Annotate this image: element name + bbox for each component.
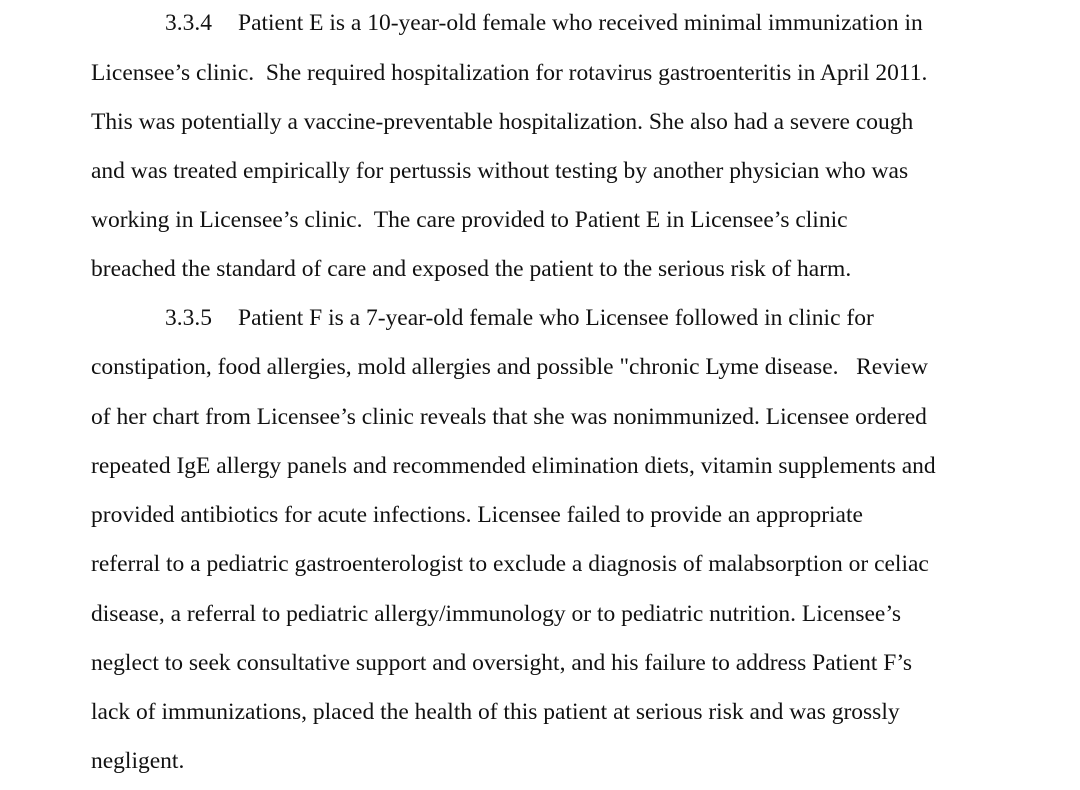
paragraph-3-3-4-line-6: breached the standard of care and exposed the patient to the serious risk of harm.	[91, 256, 852, 282]
paragraph-3-3-4-line-5: working in Licensee’s clinic. The care provided to Patient E in Licensee’s clinic	[91, 207, 848, 233]
paragraph-number-3-3-4: 3.3.4	[165, 10, 212, 36]
paragraph-3-3-4-line-2: Licensee’s clinic. She required hospitalization for rotavirus gastroenteritis in April 2011.	[91, 60, 928, 86]
paragraph-3-3-5-line-10: negligent.	[91, 748, 185, 774]
paragraph-3-3-5-line-9: lack of immunizations, placed the health of this patient at serious risk and was grossly	[91, 699, 900, 725]
paragraph-number-3-3-5: 3.3.5	[165, 305, 212, 331]
paragraph-3-3-5-line-1: Patient F is a 7-year-old female who Licensee followed in clinic for	[238, 305, 874, 331]
paragraph-3-3-4-line-3: This was potentially a vaccine-preventable hospitalization. She also had a severe cough	[91, 109, 914, 135]
paragraph-3-3-5-line-4: repeated IgE allergy panels and recommended elimination diets, vitamin supplements and	[91, 453, 936, 479]
paragraph-3-3-4-line-4: and was treated empirically for pertussis without testing by another physician who was	[91, 158, 909, 184]
paragraph-3-3-5-line-7: disease, a referral to pediatric allergy/immunology or to pediatric nutrition. Licensee’s	[91, 601, 902, 627]
paragraph-3-3-5-line-8: neglect to seek consultative support and oversight, and his failure to address Patient F’s	[91, 650, 913, 676]
paragraph-3-3-5-line-6: referral to a pediatric gastroenterologist to exclude a diagnosis of malabsorption or celiac	[91, 551, 929, 577]
paragraph-3-3-5-line-5: provided antibiotics for acute infections. Licensee failed to provide an appropriate	[91, 502, 863, 528]
paragraph-3-3-4-line-1: Patient E is a 10-year-old female who received minimal immunization in	[238, 10, 923, 36]
paragraph-3-3-5-line-3: of her chart from Licensee’s clinic reveals that she was nonimmunized. Licensee ordered	[91, 404, 927, 430]
paragraph-3-3-5-line-2: constipation, food allergies, mold allergies and possible "chronic Lyme disease. Review	[91, 354, 928, 380]
